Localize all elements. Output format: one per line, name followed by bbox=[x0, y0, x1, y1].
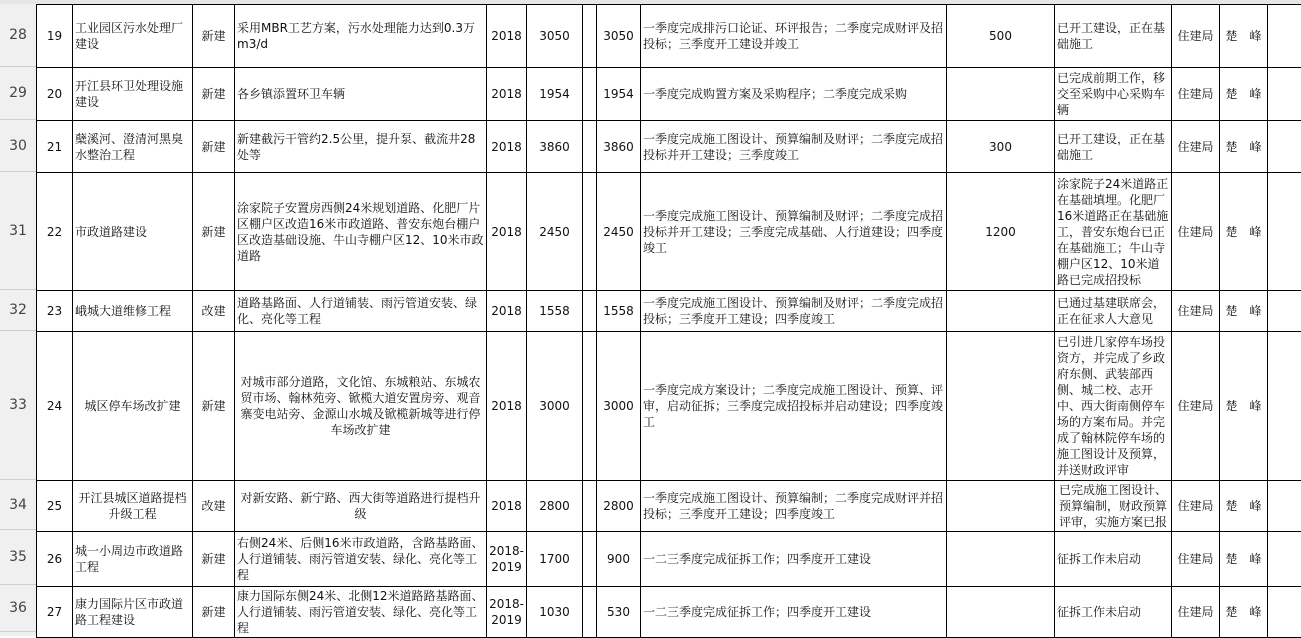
row-number[interactable]: 28 bbox=[0, 4, 36, 67]
project-table bbox=[36, 4, 1301, 638]
cell-completed-investment[interactable] bbox=[947, 532, 1055, 587]
cell-year[interactable]: 2018 bbox=[487, 481, 527, 532]
cell-responsible-unit[interactable]: 住建局 bbox=[1172, 332, 1220, 481]
cell-seq[interactable]: 26 bbox=[37, 532, 73, 587]
table-row bbox=[37, 5, 1301, 68]
cell-responsible-unit[interactable]: 住建局 bbox=[1172, 121, 1220, 173]
cell-responsible-unit[interactable]: 住建局 bbox=[1172, 532, 1220, 587]
table-row bbox=[37, 587, 1301, 638]
cell-project-name[interactable]: 市政道路建设 bbox=[73, 173, 193, 291]
cell-build-type[interactable]: 改建 bbox=[193, 481, 235, 532]
cell-blank[interactable] bbox=[1268, 481, 1301, 532]
cell-content[interactable]: 对城市部分道路，文化馆、东城粮站、东城农贸市场、翰林苑旁、锨榄大道安置房旁、观音寨变电站旁、金源山水城及锨榄新城等进行停车场改扩建 bbox=[235, 332, 487, 481]
cell-schedule[interactable]: 一季度完成方案设计；二季度完成施工图设计、预算、评审，启动征拆；三季度完成招投标并启动建设；四季度竣工 bbox=[641, 332, 947, 481]
cell-year[interactable]: 2018 bbox=[487, 121, 527, 173]
cell-blank[interactable] bbox=[1268, 5, 1301, 68]
cell-completed-investment[interactable] bbox=[947, 332, 1055, 481]
cell-year[interactable]: 2018 bbox=[487, 332, 527, 481]
table-row bbox=[37, 291, 1301, 332]
row-number[interactable]: 35 bbox=[0, 530, 36, 585]
cell-total-investment[interactable]: 1700 bbox=[527, 532, 583, 587]
cell-project-name[interactable]: 城一小周边市政道路工程 bbox=[73, 532, 193, 587]
cell-project-name[interactable]: 城区停车场改扩建 bbox=[73, 332, 193, 481]
cell-responsible-unit[interactable]: 住建局 bbox=[1172, 5, 1220, 68]
cell-leader[interactable]: 楚 峰 bbox=[1220, 5, 1268, 68]
cell-progress[interactable]: 已完成施工图设计、预算编制，财政预算评审，实施方案已报 bbox=[1055, 481, 1172, 532]
cell-schedule[interactable]: 一季度完成购置方案及采购程序；二季度完成采购 bbox=[641, 68, 947, 121]
cell-total-investment[interactable]: 3050 bbox=[527, 5, 583, 68]
cell-leader[interactable]: 楚 峰 bbox=[1220, 291, 1268, 332]
cell-completed-investment[interactable] bbox=[947, 481, 1055, 532]
cell-responsible-unit[interactable]: 住建局 bbox=[1172, 173, 1220, 291]
cell-build-type[interactable]: 新建 bbox=[193, 68, 235, 121]
cell-planned-investment[interactable]: 1558 bbox=[597, 291, 641, 332]
cell-progress[interactable]: 涂家院子24米道路正在基础填埋。化肥厂16米道路正在基础施工，普安东炮台已正在基础施工；牛山寺棚户区12、10米道路已完成招投标 bbox=[1055, 173, 1172, 291]
cell-project-name[interactable]: 峨城大道维修工程 bbox=[73, 291, 193, 332]
cell-progress[interactable]: 已完成前期工作，移交至采购中心采购车辆 bbox=[1055, 68, 1172, 121]
row-number[interactable]: 31 bbox=[0, 172, 36, 290]
cell-seq[interactable]: 20 bbox=[37, 68, 73, 121]
cell-content[interactable]: 新建截污干管约2.5公里，提升泵、截流井28处等 bbox=[235, 121, 487, 173]
cell-build-type[interactable]: 新建 bbox=[193, 173, 235, 291]
cell-build-type[interactable]: 改建 bbox=[193, 291, 235, 332]
cell-schedule[interactable]: 一二三季度完成征拆工作；四季度开工建设 bbox=[641, 587, 947, 638]
cell-leader[interactable]: 楚 峰 bbox=[1220, 332, 1268, 481]
cell-blank[interactable] bbox=[583, 121, 597, 173]
cell-content[interactable]: 对新安路、新宁路、西大街等道路进行提档升级 bbox=[235, 481, 487, 532]
cell-leader[interactable]: 楚 峰 bbox=[1220, 587, 1268, 638]
cell-blank[interactable] bbox=[1268, 68, 1301, 121]
cell-progress[interactable]: 已开工建设，正在基础施工 bbox=[1055, 121, 1172, 173]
cell-planned-investment[interactable]: 2800 bbox=[597, 481, 641, 532]
cell-completed-investment[interactable] bbox=[947, 587, 1055, 638]
cell-completed-investment[interactable] bbox=[947, 68, 1055, 121]
cell-schedule[interactable]: 一季度完成排污口论证、环评报告；二季度完成财评及招投标；三季度开工建设并竣工 bbox=[641, 5, 947, 68]
cell-build-type[interactable]: 新建 bbox=[193, 5, 235, 68]
cell-year[interactable]: 2018 bbox=[487, 291, 527, 332]
cell-responsible-unit[interactable]: 住建局 bbox=[1172, 68, 1220, 121]
cell-total-investment[interactable]: 1558 bbox=[527, 291, 583, 332]
cell-blank[interactable] bbox=[583, 332, 597, 481]
table-row bbox=[37, 121, 1301, 173]
cell-leader[interactable]: 楚 峰 bbox=[1220, 532, 1268, 587]
cell-planned-investment[interactable]: 3050 bbox=[597, 5, 641, 68]
row-number[interactable]: 33 bbox=[0, 331, 36, 480]
cell-completed-investment[interactable]: 300 bbox=[947, 121, 1055, 173]
cell-build-type[interactable]: 新建 bbox=[193, 587, 235, 638]
cell-progress[interactable]: 已通过基建联席会，正在征求人大意见 bbox=[1055, 291, 1172, 332]
cell-planned-investment[interactable]: 530 bbox=[597, 587, 641, 638]
cell-planned-investment[interactable]: 900 bbox=[597, 532, 641, 587]
cell-build-type[interactable]: 新建 bbox=[193, 121, 235, 173]
cell-blank[interactable] bbox=[583, 532, 597, 587]
cell-leader[interactable]: 楚 峰 bbox=[1220, 121, 1268, 173]
cell-completed-investment[interactable]: 1200 bbox=[947, 173, 1055, 291]
cell-planned-investment[interactable]: 3000 bbox=[597, 332, 641, 481]
cell-blank[interactable] bbox=[583, 587, 597, 638]
cell-responsible-unit[interactable]: 住建局 bbox=[1172, 291, 1220, 332]
cell-seq[interactable]: 21 bbox=[37, 121, 73, 173]
cell-seq[interactable]: 23 bbox=[37, 291, 73, 332]
cell-year[interactable]: 2018-2019 bbox=[487, 587, 527, 638]
cell-project-name[interactable]: 开江县城区道路提档升级工程 bbox=[73, 481, 193, 532]
cell-seq[interactable]: 19 bbox=[37, 5, 73, 68]
cell-schedule[interactable]: 一二三季度完成征拆工作；四季度开工建设 bbox=[641, 532, 947, 587]
cell-project-name[interactable]: 工业园区污水处理厂建设 bbox=[73, 5, 193, 68]
row-number[interactable]: 36 bbox=[0, 585, 36, 632]
table-row bbox=[37, 532, 1301, 587]
cell-schedule[interactable]: 一季度完成施工图设计、预算编制及财评；二季度完成招投标并开工建设；三季度竣工 bbox=[641, 121, 947, 173]
cell-blank[interactable] bbox=[583, 173, 597, 291]
cell-content[interactable]: 采用MBR工艺方案，污水处理能力达到0.3万m3/d bbox=[235, 5, 487, 68]
table-row bbox=[37, 68, 1301, 121]
cell-year[interactable]: 2018 bbox=[487, 5, 527, 68]
cell-completed-investment[interactable]: 500 bbox=[947, 5, 1055, 68]
cell-total-investment[interactable]: 1954 bbox=[527, 68, 583, 121]
cell-total-investment[interactable]: 2800 bbox=[527, 481, 583, 532]
table-row bbox=[37, 332, 1301, 481]
cell-total-investment[interactable]: 1030 bbox=[527, 587, 583, 638]
row-number[interactable]: 32 bbox=[0, 290, 36, 331]
cell-year[interactable]: 2018 bbox=[487, 68, 527, 121]
cell-blank[interactable] bbox=[1268, 291, 1301, 332]
cell-project-name[interactable]: 蘖溪河、澄清河黑臭水整治工程 bbox=[73, 121, 193, 173]
row-number-gutter[interactable] bbox=[0, 4, 37, 636]
cell-leader[interactable]: 楚 峰 bbox=[1220, 68, 1268, 121]
cell-seq[interactable]: 24 bbox=[37, 332, 73, 481]
row-number[interactable]: 30 bbox=[0, 120, 36, 172]
cell-progress[interactable]: 征拆工作未启动 bbox=[1055, 532, 1172, 587]
cell-completed-investment[interactable] bbox=[947, 291, 1055, 332]
cell-blank[interactable] bbox=[583, 481, 597, 532]
cell-blank[interactable] bbox=[1268, 532, 1301, 587]
cell-total-investment[interactable]: 2450 bbox=[527, 173, 583, 291]
cell-blank[interactable] bbox=[1268, 173, 1301, 291]
cell-progress[interactable]: 已引进几家停车场投资方，并完成了乡政府东侧、武装部西侧、城二校、志开中、西大街南侧停车场的方案布局。并完成了翰林院停车场的施工图设计及预算，并送财政评审 bbox=[1055, 332, 1172, 481]
cell-project-name[interactable]: 康力国际片区市政道路工程建设 bbox=[73, 587, 193, 638]
cell-blank[interactable] bbox=[583, 5, 597, 68]
cell-build-type[interactable]: 新建 bbox=[193, 532, 235, 587]
row-number[interactable]: 29 bbox=[0, 67, 36, 120]
cell-year[interactable]: 2018-2019 bbox=[487, 532, 527, 587]
cell-total-investment[interactable]: 3860 bbox=[527, 121, 583, 173]
cell-progress[interactable]: 征拆工作未启动 bbox=[1055, 587, 1172, 638]
cell-blank[interactable] bbox=[1268, 332, 1301, 481]
table-row bbox=[37, 173, 1301, 291]
cell-responsible-unit[interactable]: 住建局 bbox=[1172, 481, 1220, 532]
cell-blank[interactable] bbox=[1268, 121, 1301, 173]
cell-blank[interactable] bbox=[1268, 587, 1301, 638]
cell-year[interactable]: 2018 bbox=[487, 173, 527, 291]
cell-blank[interactable] bbox=[583, 291, 597, 332]
cell-content[interactable]: 各乡镇添置环卫车辆 bbox=[235, 68, 487, 121]
cell-project-name[interactable]: 开江县环卫处理设施建设 bbox=[73, 68, 193, 121]
cell-blank[interactable] bbox=[583, 68, 597, 121]
cell-build-type[interactable]: 新建 bbox=[193, 332, 235, 481]
cell-content[interactable]: 道路基路面、人行道铺装、雨污管道安装、绿化、亮化等工程 bbox=[235, 291, 487, 332]
cell-seq[interactable]: 25 bbox=[37, 481, 73, 532]
cell-schedule[interactable]: 一季度完成施工图设计、预算编制；二季度完成财评并招投标；三季度开工建设；四季度竣工 bbox=[641, 481, 947, 532]
cell-seq[interactable]: 22 bbox=[37, 173, 73, 291]
cell-content[interactable]: 康力国际东侧24米、北侧12米道路路基路面、人行道铺装、雨污管道安装、绿化、亮化等工程 bbox=[235, 587, 487, 638]
cell-schedule[interactable]: 一季度完成施工图设计、预算编制及财评；二季度完成招投标并开工建设；三季度完成基础、人行道建设；四季度竣工 bbox=[641, 173, 947, 291]
cell-planned-investment[interactable]: 3860 bbox=[597, 121, 641, 173]
cell-content[interactable]: 右侧24米、后侧16米市政道路，含路基路面、人行道铺装、雨污管道安装、绿化、亮化等工程 bbox=[235, 532, 487, 587]
table-row bbox=[37, 481, 1301, 532]
cell-responsible-unit[interactable]: 住建局 bbox=[1172, 587, 1220, 638]
row-number[interactable]: 34 bbox=[0, 480, 36, 530]
cell-total-investment[interactable]: 3000 bbox=[527, 332, 583, 481]
cell-planned-investment[interactable]: 1954 bbox=[597, 68, 641, 121]
cell-content[interactable]: 涂家院子安置房西侧24米规划道路、化肥厂片区棚户区改造16米市政道路、普安东炮台棚户区改造基础设施、牛山寺棚户区12、10米市政道路 bbox=[235, 173, 487, 291]
cell-leader[interactable]: 楚 峰 bbox=[1220, 481, 1268, 532]
cell-planned-investment[interactable]: 2450 bbox=[597, 173, 641, 291]
cell-seq[interactable]: 27 bbox=[37, 587, 73, 638]
cell-leader[interactable]: 楚 峰 bbox=[1220, 173, 1268, 291]
cell-progress[interactable]: 已开工建设，正在基础施工 bbox=[1055, 5, 1172, 68]
cell-schedule[interactable]: 一季度完成施工图设计、预算编制及财评；二季度完成招投标；三季度开工建设；四季度竣工 bbox=[641, 291, 947, 332]
